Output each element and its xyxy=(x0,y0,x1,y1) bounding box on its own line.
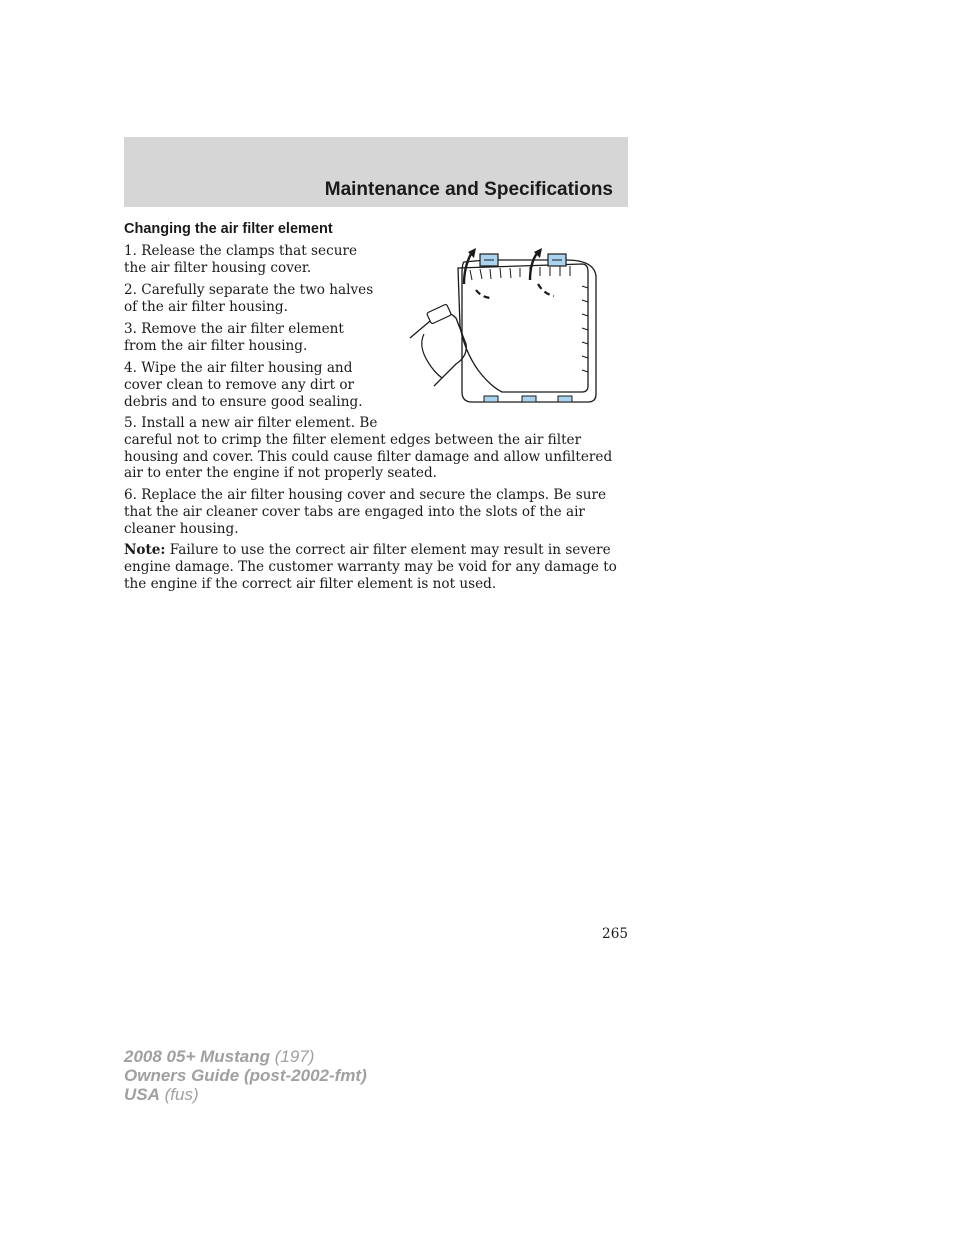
footer-line xyxy=(124,1085,367,1104)
step-6 xyxy=(124,487,606,537)
footer-guide: Owners Guide (post-2002-fmt) xyxy=(124,1066,367,1085)
step-6-line: that the air cleaner cover tabs are engaged into the slots of the air xyxy=(124,503,585,520)
section-header-band xyxy=(124,137,628,207)
step-5-line: housing and cover. This could cause filter damage and allow unfiltered xyxy=(124,448,613,465)
section-header-title: Maintenance and Specifications xyxy=(324,179,613,200)
step-3-line: 3. Remove the air filter element xyxy=(124,321,344,337)
clamp-icon xyxy=(548,254,566,266)
step-6-line: cleaner housing. xyxy=(124,520,239,537)
step-3-line: from the air filter housing. xyxy=(124,337,308,354)
document-footer xyxy=(124,1047,367,1104)
note-line: engine damage. The customer warranty may be void for any damage to xyxy=(124,558,617,575)
footer-market: USA xyxy=(124,1085,160,1104)
footer-model: 2008 05+ Mustang xyxy=(124,1047,270,1066)
air-filter-housing-illustration xyxy=(406,246,602,406)
step-4-line: 4. Wipe the air filter housing and xyxy=(124,360,353,376)
footer-model-code: (197) xyxy=(270,1047,315,1066)
step-5-line: air to enter the engine if not properly seated. xyxy=(124,465,437,482)
step-4-line: debris and to ensure good sealing. xyxy=(124,393,363,410)
step-1-line: the air filter housing cover. xyxy=(124,259,312,276)
clamp-icon xyxy=(480,254,498,266)
footer-market-code: (fus) xyxy=(159,1085,199,1104)
step-1-line: 1. Release the clamps that secure xyxy=(124,243,357,259)
note-line: the engine if the correct air filter element is not used. xyxy=(124,575,497,592)
step-6-line: 6. Replace the air filter housing cover and secure the clamps. Be sure xyxy=(124,487,607,503)
step-2 xyxy=(124,282,373,316)
note-label: Note: xyxy=(124,542,166,558)
note-paragraph xyxy=(124,542,617,592)
step-5-line: 5. Install a new air filter element. Be xyxy=(124,415,378,431)
step-1 xyxy=(124,243,357,277)
step-2-line: of the air filter housing. xyxy=(124,298,288,315)
step-2-line: 2. Carefully separate the two halves xyxy=(124,282,374,298)
page-number: 265 xyxy=(602,926,628,942)
note-line xyxy=(124,542,617,559)
step-5-line: careful not to crimp the filter element edges between the air filter xyxy=(124,431,582,448)
step-3 xyxy=(124,321,344,355)
step-4 xyxy=(124,360,363,410)
release-arrow-icon xyxy=(464,248,476,284)
footer-line xyxy=(124,1047,367,1066)
step-5 xyxy=(124,415,612,482)
subsection-heading: Changing the air filter element xyxy=(124,221,333,237)
step-4-line: cover clean to remove any dirt or xyxy=(124,376,355,393)
note-text: Failure to use the correct air filter element may result in severe xyxy=(165,542,611,558)
